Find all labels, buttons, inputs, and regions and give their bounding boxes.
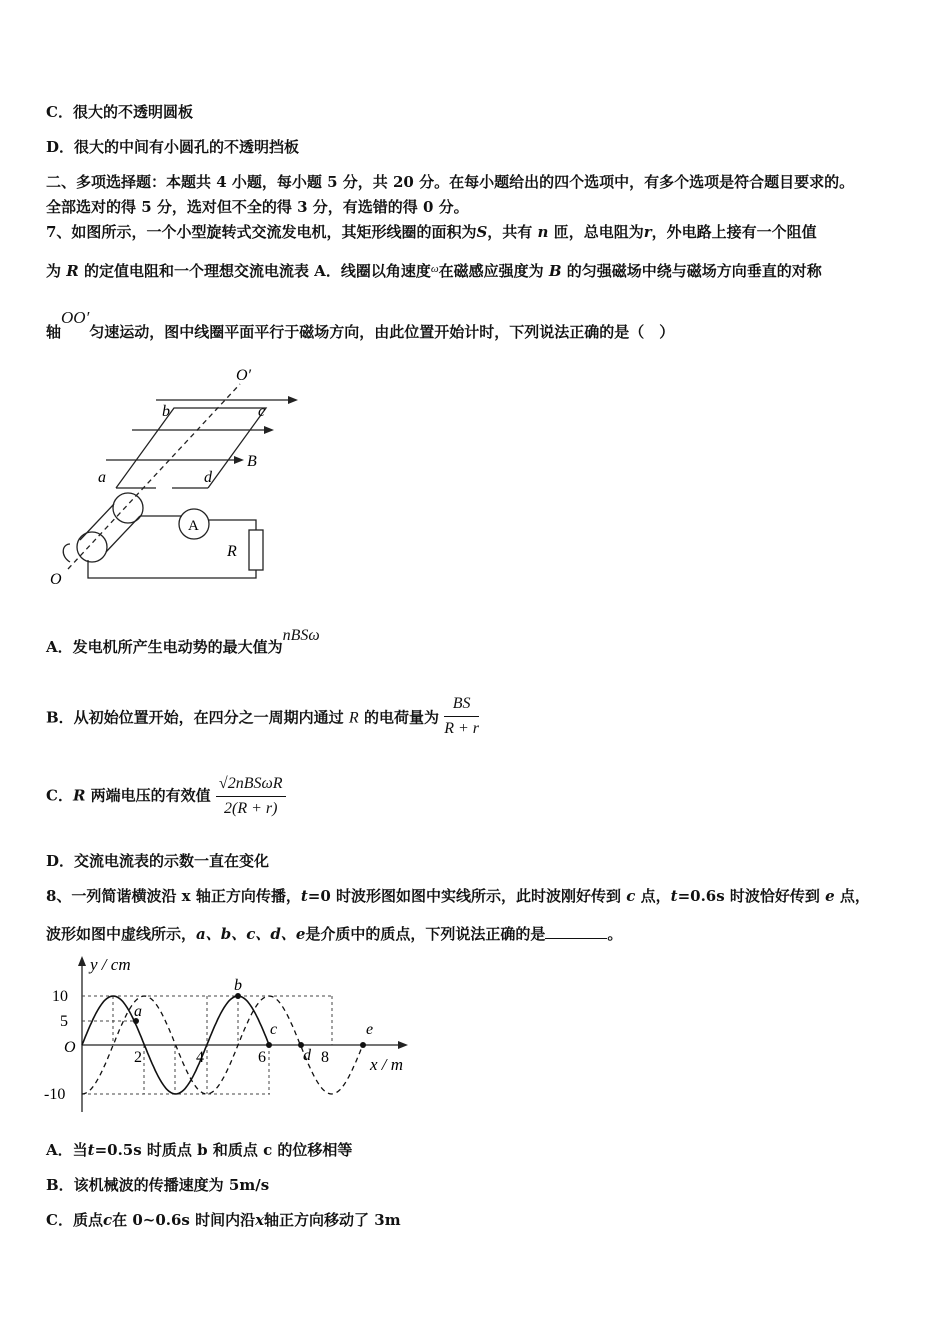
q7-stem-line2: 为 R 的定值电阻和一个理想交流电流表 A．线圈以角速度$^\omega$在磁感应强度为 B 的匀强磁场中绕与磁场方向垂直的对称 (46, 262, 822, 280)
label-a: a (134, 1003, 142, 1020)
label-o-prime: O′ (236, 367, 252, 384)
label-e: e (366, 1021, 374, 1038)
rotation-arrow-icon (63, 544, 70, 562)
origin-label: O (64, 1039, 76, 1056)
slip-ring-lower (77, 532, 107, 562)
q7-option-c-fraction: $\frac{\text{√2nBSωR}}{2(R + r)}$ (216, 774, 286, 819)
resistor-icon (249, 530, 263, 570)
rotation-axis (68, 384, 240, 569)
label-d: d (204, 469, 212, 486)
generator-diagram (44, 364, 314, 594)
label-a: a (98, 469, 106, 486)
q7-option-d: D．交流电流表的示数一直在变化 (46, 852, 270, 870)
label-field-b: B (247, 453, 257, 470)
y-tick-10: 10 (52, 988, 68, 1005)
section2-instructions-line1: 二、多项选择题：本题共 4 小题，每小题 5 分，共 20 分。在每小题给出的四个选项中，有多个选项是符合题目要求的。 (46, 173, 855, 191)
section2-instructions-line2: 全部选对的得 5 分，选对但不全的得 3 分，有选错的得 0 分。 (46, 198, 469, 216)
x-tick-6: 6 (258, 1049, 266, 1066)
arrow-icon (78, 956, 86, 966)
label-c: c (258, 403, 266, 420)
x-tick-2: 2 (134, 1049, 142, 1066)
q8-option-a: A．当t=0.5s 时质点 b 和质点 c 的位移相等 (46, 1141, 353, 1159)
label-b: b (162, 403, 170, 420)
point-c (266, 1042, 272, 1048)
y-axis-label: y / cm (90, 955, 131, 974)
q7-option-b: B．从初始位置开始，在四分之一周期内通过 R 的电荷量为 $\frac{BS}{R + r}$ (46, 695, 479, 737)
q7-option-c: C．R 两端电压的有效值 $\frac{\text{√2nBSωR}}{2(R + r)}$ (46, 774, 286, 819)
q6-option-c: C．很大的不透明圆板 (46, 103, 193, 121)
q8-stem-line2: 波形如图中虚线所示，a、b、c、d、e是介质中的质点，下列说法正确的是 。 (46, 925, 623, 943)
x-tick-4: 4 (196, 1049, 204, 1066)
q6-option-d: D．很大的中间有小圆孔的不透明挡板 (46, 138, 300, 156)
x-axis-label: x / m (370, 1055, 404, 1074)
q8-option-c: C．质点c在 0~0.6s 时间内沿x轴正方向移动了 3m (46, 1211, 401, 1229)
y-tick-5: 5 (60, 1013, 68, 1030)
wave-chart (40, 952, 430, 1117)
x-tick-8: 8 (321, 1049, 329, 1066)
q7-stem-line1: 7、如图所示，一个小型旋转式交流发电机，其矩形线圈的面积为S，共有 n 匝，总电阻为r，外电路上接有一个阻值 (46, 223, 817, 241)
arrow-icon (398, 1041, 408, 1049)
q8-option-b: B．该机械波的传播速度为 5m/s (46, 1176, 270, 1194)
label-d: d (303, 1047, 311, 1064)
q7-option-a: A．发电机所产生电动势的最大值为nBSω (46, 627, 320, 656)
label-ammeter: A (188, 518, 199, 534)
point-e (360, 1042, 366, 1048)
q8-stem-line1: 8、一列简谐横波沿 x 轴正方向传播，t=0 时波形图如图中实线所示，此时波刚好传到 c 点，t=0.6s 时波恰好传到 e 点， (46, 887, 870, 905)
particles (133, 993, 366, 1048)
arrow-icon (288, 396, 298, 404)
q7-stem-line3: 轴OO′匀速运动，图中线圈平面平行于磁场方向，由此位置开始计时，下列说法正确的是（ ） (46, 308, 675, 341)
q7-option-b-fraction: $\frac{BS}{R + r}$ (444, 695, 479, 737)
arrow-icon (234, 456, 244, 464)
label-resistor: R (227, 543, 237, 560)
arrow-icon (264, 426, 274, 434)
label-c: c (270, 1021, 278, 1038)
label-b: b (234, 977, 242, 994)
coil-loop (116, 408, 266, 488)
answer-blank (545, 924, 607, 939)
label-o: O (50, 571, 62, 588)
y-tick-neg10: -10 (44, 1086, 66, 1103)
